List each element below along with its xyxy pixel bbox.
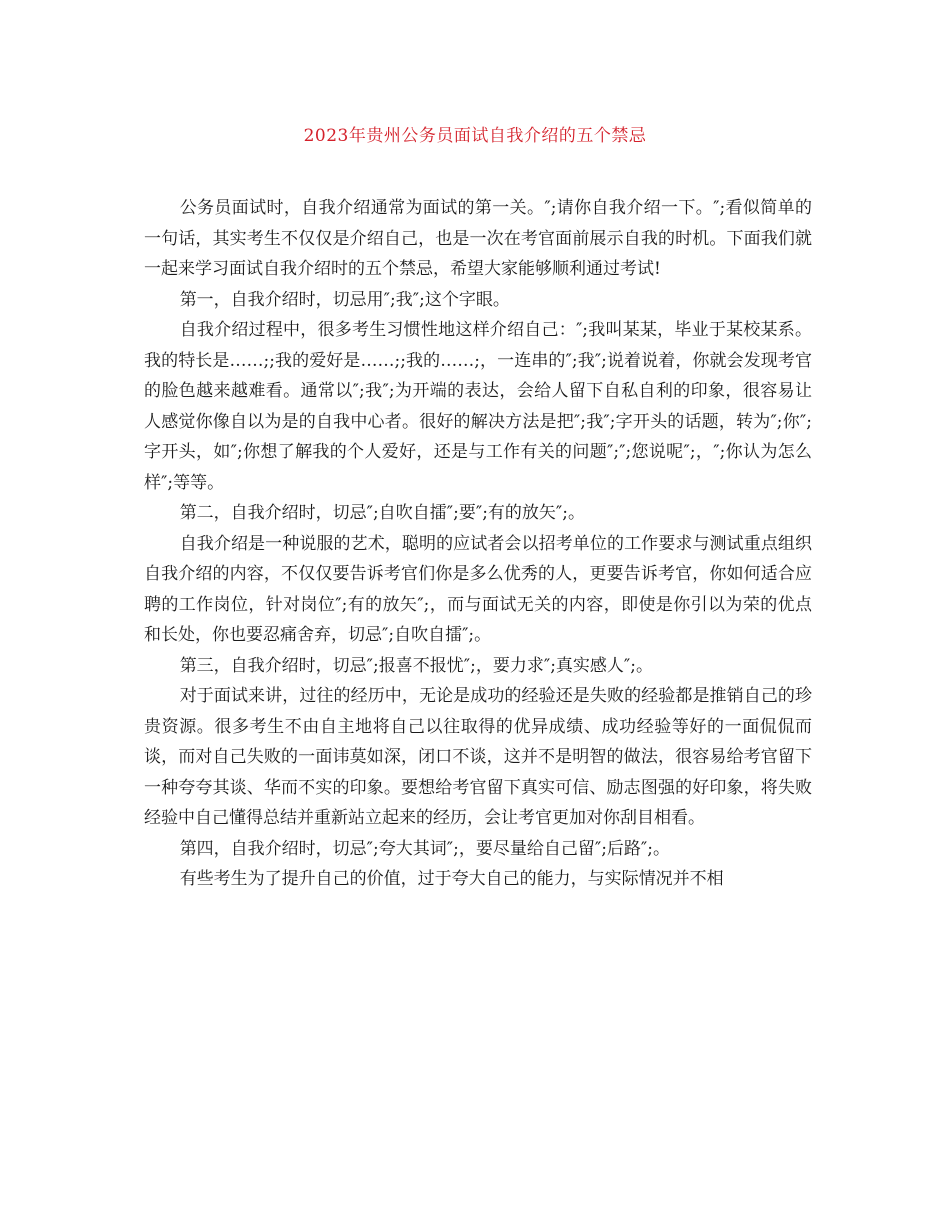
paragraph-taboo-1-body: 自我介绍过程中，很多考生习惯性地这样介绍自己：″;我叫某某，毕业于某校某系。我的特长是……;;我的爱好是……;;我的……;，一连串的″;我″;说着说着，你就会发现考官的脸色越来越难看。通常以″;我″;为开端的表达，会给人留下自私自利的印象，很容易让人感觉你像自以为是的自我中心者。很好的解决方法是把″;我″;字开头的话题，转为″;你″;字开头，如″;你想了解我的个人爱好，还是与工作有关的问题″;″;您说呢″;，″;你认为怎么样″;等等。 xyxy=(144,320,812,493)
document-body xyxy=(144,193,812,895)
paragraph-taboo-4-heading: 第四，自我介绍时，切忌″;夸大其词″;，要尽量给自己留″;后路″;。 xyxy=(179,838,670,859)
paragraph-taboo-1-heading: 第一，自我介绍时，切忌用″;我″;这个字眼。 xyxy=(179,289,510,310)
document-title: 2023年贵州公务员面试自我介绍的五个禁忌 xyxy=(303,126,647,146)
paragraph-intro: 公务员面试时，自我介绍通常为面试的第一关。″;请你自我介绍一下。″;看似简单的一句话，其实考生不仅仅是介绍自己，也是一次在考官面前展示自我的时机。下面我们就一起来学习面试自我介绍时的五个禁忌，希望大家能够顺利通过考试! xyxy=(144,198,812,279)
paragraph-taboo-3-body: 对于面试来讲，过往的经历中，无论是成功的经验还是失败的经验都是推销自己的珍贵资源。很多考生不由自主地将自己以往取得的优异成绩、成功经验等好的一面侃侃而谈，而对自己失败的一面讳莫如深，闭口不谈，这并不是明智的做法，很容易给考官留下一种夸夸其谈、华而不实的印象。要想给考官留下真实可信、励志图强的好印象，将失败经验中自己懂得总结并重新站立起来的经历，会让考官更加对你刮目相看。 xyxy=(144,686,812,828)
paragraph-taboo-3-heading: 第三，自我介绍时，切忌″;报喜不报忧″;，要力求″;真实感人″;。 xyxy=(179,655,653,676)
paragraph-taboo-4-body: 有些考生为了提升自己的价值，过于夸大自己的能力，与实际情况并不相 xyxy=(179,869,724,889)
paragraph-taboo-2-heading: 第二，自我介绍时，切忌″;自吹自擂″;要″;有的放矢″;。 xyxy=(179,503,585,523)
paragraph-taboo-2-body: 自我介绍是一种说服的艺术，聪明的应试者会以招考单位的工作要求与测试重点组织自我介绍的内容，不仅仅要告诉考官们你是多么优秀的人，更要告诉考官，你如何适合应聘的工作岗位，针对岗位″;有的放矢″;，而与面试无关的内容，即使是你引以为荣的优点和长处，你也要忍痛舍弃，切忌″;自吹自擂″;。 xyxy=(144,533,812,645)
